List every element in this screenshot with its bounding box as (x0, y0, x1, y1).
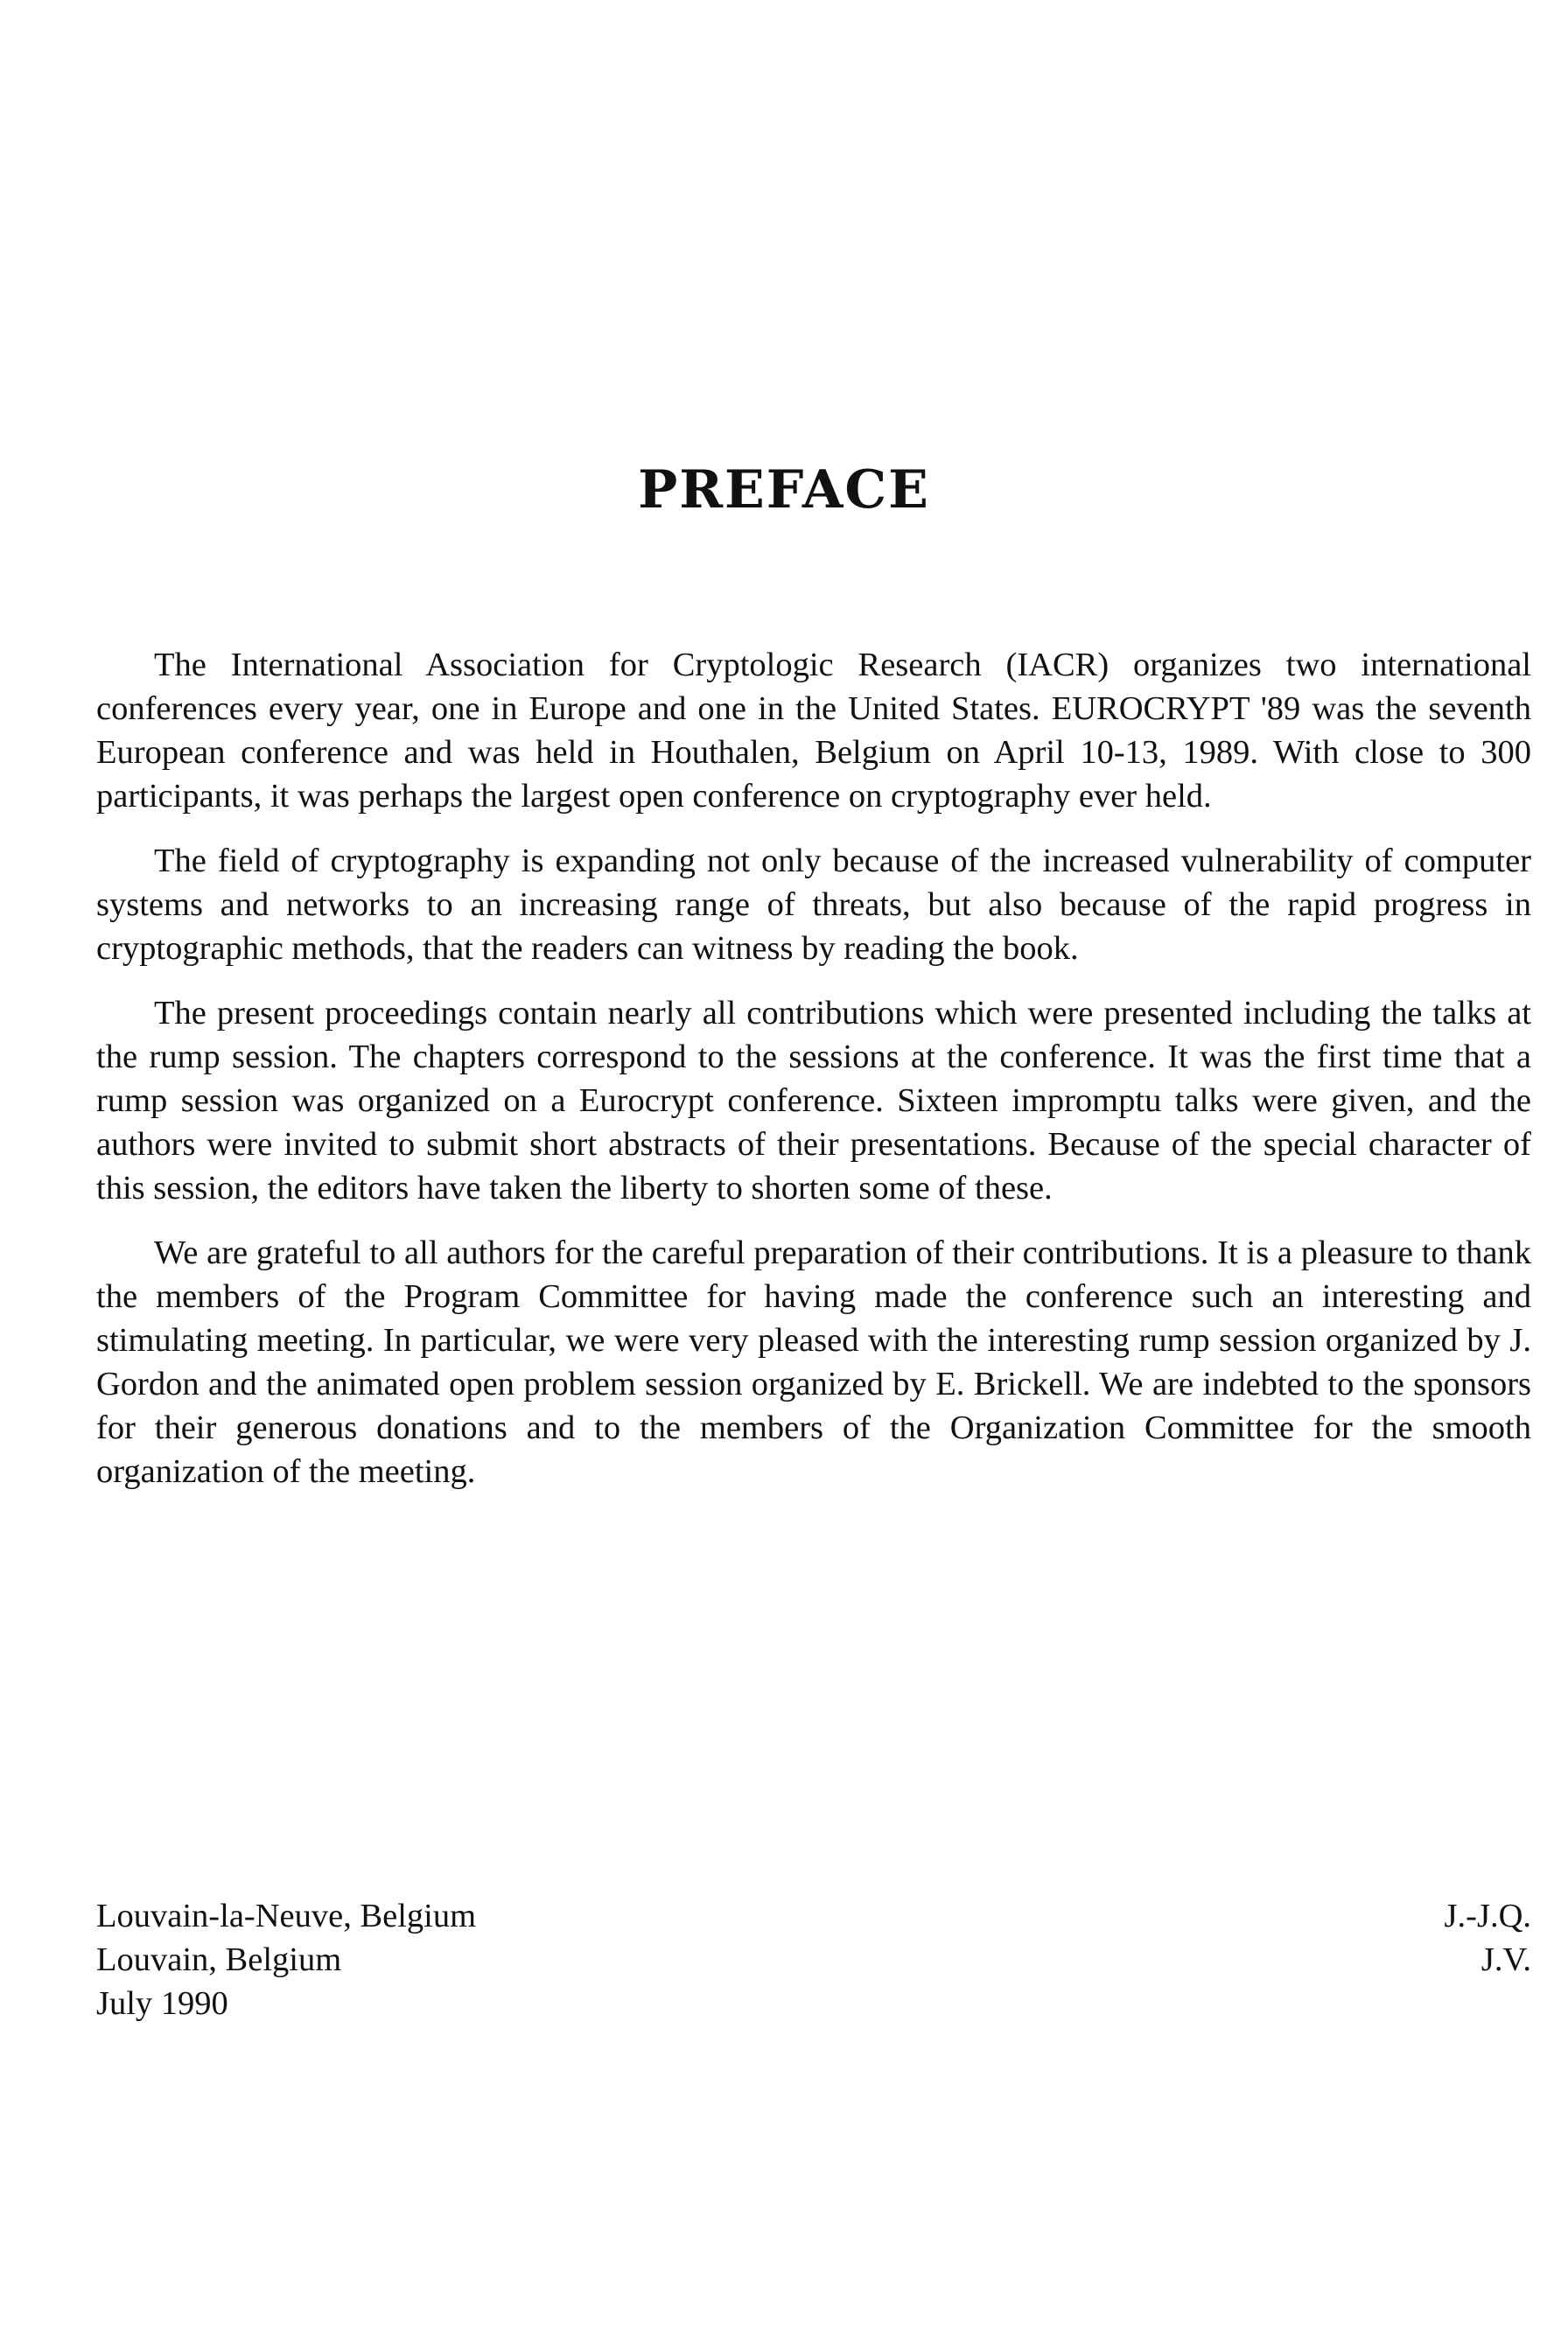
signoff-row-2 (96, 1938, 1531, 1982)
paragraph-3: The present proceedings contain nearly all contributions which were presented including the talks at the rump session. The chapters correspond to the sessions at the conference. It was the first time that a rump session was organized on a Eurocrypt conference. Sixteen impromptu talks were given, and the authors were invited to submit short abstracts of their presentations. Because of the special character of this session, the editors have taken the liberty to shorten some of these. (96, 995, 1531, 1206)
signoff-date: July 1990 (96, 1985, 228, 2022)
signoff-initials-2: J.V. (1480, 1941, 1531, 1978)
page-title: PREFACE (638, 459, 930, 521)
paragraph-4: We are grateful to all authors for the careful preparation of their contributions. It is a pleasure to thank the members of the Program Committee for having made the conference such an interesting and stimulating meeting. In particular, we were very pleased with the interesting rump session organized by J. Gordon and the animated open problem session organized by E. Brickell. We are indebted to the sponsors for their generous donations and to the members of the Organization Committee for the smooth organization of the meeting. (96, 1234, 1531, 1490)
paragraph-1: The International Association for Cryptologic Research (IACR) organizes two international conferences every year, one in Europe and one in the United States. EUROCRYPT '89 was the seventh European conference and was held in Houthalen, Belgium on April 10-13, 1989. With close to 300 participants, it was perhaps the largest open conference on cryptography ever held. (96, 647, 1531, 815)
signoff-initials-1: J.-J.Q. (1444, 1898, 1531, 1934)
signoff-block (96, 1894, 1531, 2025)
signoff-row-1 (96, 1894, 1531, 1938)
signoff-place-2: Louvain, Belgium (96, 1941, 342, 1978)
paragraph-2: The field of cryptography is expanding not only because of the increased vulnerability of computer systems and networks to an increasing range of threats, but also because of the rapid progress in cryptographic methods, that the readers can witness by reading the book. (96, 843, 1531, 967)
signoff-row-3 (96, 1982, 1531, 2025)
signoff-place-1: Louvain-la-Neuve, Belgium (96, 1898, 477, 1934)
preface-body (96, 643, 1531, 1514)
